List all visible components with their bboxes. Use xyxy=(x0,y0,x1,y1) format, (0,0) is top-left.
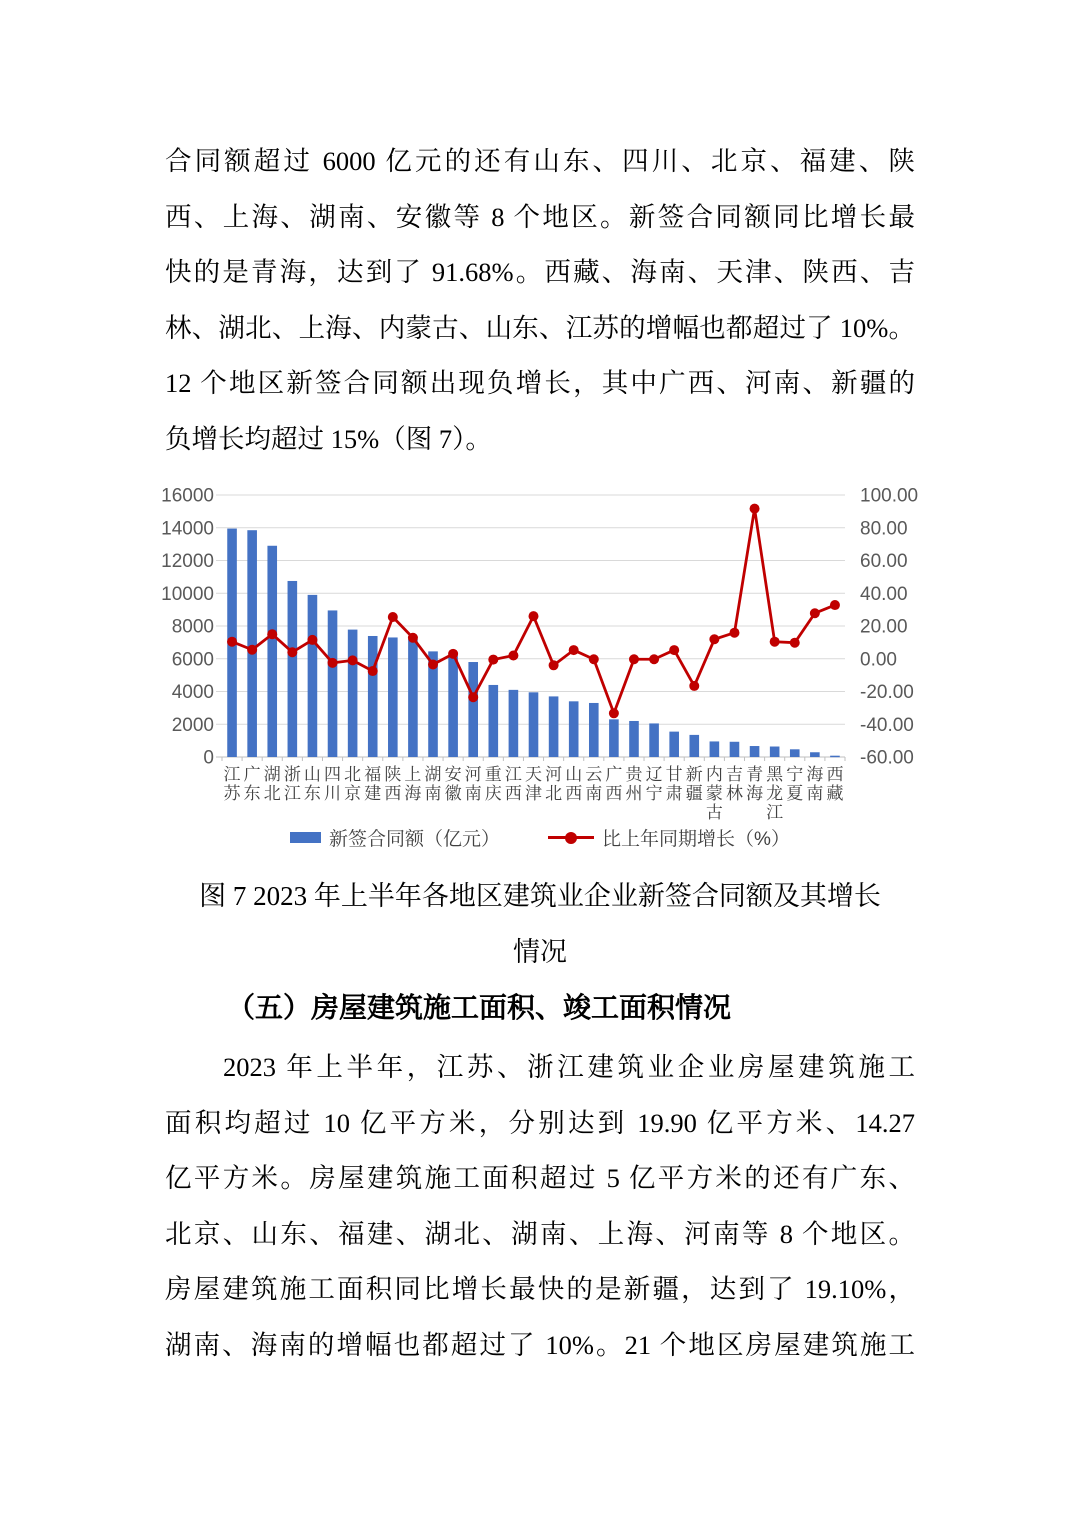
svg-text:-60.00: -60.00 xyxy=(860,747,914,769)
text-line: 亿平方米。房屋建筑施工面积超过 5 亿平方米的还有广东、 xyxy=(165,1163,915,1193)
svg-text:西: 西 xyxy=(384,784,402,803)
svg-text:宁: 宁 xyxy=(786,765,804,784)
svg-text:福: 福 xyxy=(364,765,382,784)
text-line: 湖南、海南的增幅也都超过了 10%。21 个地区房屋建筑施工 xyxy=(165,1329,915,1360)
text-line: 快的是青海，达到了 91.68%。西藏、海南、天津、陕西、吉 xyxy=(165,257,915,287)
svg-text:江: 江 xyxy=(223,765,241,784)
svg-text:湖: 湖 xyxy=(424,765,442,784)
svg-text:北: 北 xyxy=(263,784,281,803)
svg-text:西: 西 xyxy=(605,784,623,803)
svg-text:12000: 12000 xyxy=(161,551,214,572)
figure7-chart xyxy=(160,483,920,861)
svg-text:0: 0 xyxy=(203,747,214,769)
legend-label-bar-series: 新签合同额（亿元） xyxy=(329,829,501,850)
text-line: 房屋建筑施工面积同比增长最快的是新疆，达到了 19.10%， xyxy=(165,1274,915,1304)
legend-item-line-series xyxy=(548,824,790,851)
svg-text:林: 林 xyxy=(725,784,743,803)
svg-text:20.00: 20.00 xyxy=(860,616,908,638)
paragraph-new-contracts xyxy=(165,134,915,467)
text-line: 负增长均超过 15%（图 7）。 xyxy=(165,423,492,454)
text-line: 西、上海、湖南、安徽等 8 个地区。新签合同额同比增长最 xyxy=(165,201,915,232)
svg-text:疆: 疆 xyxy=(685,784,703,803)
svg-text:广: 广 xyxy=(605,765,623,784)
svg-text:徽: 徽 xyxy=(444,784,462,803)
bar-series-swatch-icon xyxy=(290,832,321,843)
svg-text:河: 河 xyxy=(464,765,482,784)
svg-text:100.00: 100.00 xyxy=(860,485,919,507)
chart-legend xyxy=(160,824,920,851)
svg-text:肃: 肃 xyxy=(665,784,683,803)
svg-text:山: 山 xyxy=(303,765,321,784)
text-line: 2023 年上半年，江苏、浙江建筑业企业房屋建筑施工 xyxy=(223,1052,915,1082)
svg-text:海: 海 xyxy=(746,784,764,803)
svg-text:北: 北 xyxy=(545,784,563,803)
svg-text:北: 北 xyxy=(344,765,362,784)
svg-text:蒙: 蒙 xyxy=(705,784,723,803)
svg-text:甘: 甘 xyxy=(665,765,683,784)
svg-text:6000: 6000 xyxy=(171,649,214,671)
svg-text:2000: 2000 xyxy=(171,714,214,736)
svg-text:南: 南 xyxy=(464,784,482,803)
svg-text:京: 京 xyxy=(344,784,362,803)
svg-text:南: 南 xyxy=(806,784,824,803)
svg-text:东: 东 xyxy=(243,784,261,803)
svg-text:西: 西 xyxy=(565,784,583,803)
svg-text:江: 江 xyxy=(283,784,301,803)
svg-text:海: 海 xyxy=(806,765,824,784)
svg-text:江: 江 xyxy=(766,803,784,822)
svg-text:上: 上 xyxy=(404,765,422,784)
figure-caption-line2: 情况 xyxy=(513,937,567,967)
svg-text:津: 津 xyxy=(525,784,542,803)
text-line: 合同额超过 6000 亿元的还有山东、四川、北京、福建、陕 xyxy=(165,146,915,176)
svg-text:浙: 浙 xyxy=(283,765,301,784)
legend-item-bar-series xyxy=(290,824,500,851)
svg-text:16000: 16000 xyxy=(161,485,214,507)
svg-text:黑: 黑 xyxy=(766,765,784,784)
svg-text:吉: 吉 xyxy=(725,765,743,784)
svg-text:海: 海 xyxy=(404,784,422,803)
svg-text:4000: 4000 xyxy=(171,682,214,703)
svg-text:40.00: 40.00 xyxy=(860,583,908,605)
svg-text:西: 西 xyxy=(826,765,844,784)
svg-text:云: 云 xyxy=(585,765,603,784)
text-line: 12 个地区新签合同额出现负增长，其中广西、河南、新疆的 xyxy=(165,368,915,398)
text-line: 北京、山东、福建、湖北、湖南、上海、河南等 8 个地区。 xyxy=(165,1218,915,1249)
svg-text:天: 天 xyxy=(525,765,542,784)
svg-text:-20.00: -20.00 xyxy=(860,682,914,703)
svg-text:辽: 辽 xyxy=(645,765,663,784)
svg-text:宁: 宁 xyxy=(645,784,663,803)
svg-text:80.00: 80.00 xyxy=(860,518,908,540)
svg-text:南: 南 xyxy=(424,784,442,803)
svg-text:8000: 8000 xyxy=(171,616,214,638)
paragraph-floor-area xyxy=(165,1040,915,1373)
figure7-chart-canvas xyxy=(160,483,920,823)
svg-text:湖: 湖 xyxy=(263,765,281,784)
svg-text:庆: 庆 xyxy=(484,784,502,803)
legend-label-line-series: 比上年同期增长（%） xyxy=(602,829,790,850)
svg-text:内: 内 xyxy=(705,765,723,784)
svg-text:山: 山 xyxy=(565,765,583,784)
figure-caption xyxy=(165,868,915,980)
svg-text:龙: 龙 xyxy=(766,784,784,803)
svg-text:夏: 夏 xyxy=(786,784,804,803)
svg-text:江: 江 xyxy=(504,765,522,784)
svg-text:川: 川 xyxy=(324,784,342,803)
svg-text:10000: 10000 xyxy=(161,583,214,605)
text-line: 面积均超过 10 亿平方米，分别达到 19.90 亿平方米、14.27 xyxy=(165,1107,915,1138)
text-line: 林、湖北、上海、内蒙古、山东、江苏的增幅也都超过了 10%。 xyxy=(165,312,915,343)
svg-text:重: 重 xyxy=(484,765,502,784)
svg-text:陕: 陕 xyxy=(384,765,402,784)
svg-text:-40.00: -40.00 xyxy=(860,714,914,736)
svg-text:古: 古 xyxy=(705,803,723,822)
svg-text:河: 河 xyxy=(545,765,563,784)
line-series-swatch-icon xyxy=(548,836,594,839)
svg-text:苏: 苏 xyxy=(223,784,241,803)
section-heading: （五）房屋建筑施工面积、竣工面积情况 xyxy=(227,992,732,1023)
svg-text:州: 州 xyxy=(625,784,643,803)
figure-caption-line1: 图 7 2023 年上半年各地区建筑业企业新签合同额及其增长 xyxy=(199,881,881,911)
svg-text:0.00: 0.00 xyxy=(860,649,897,671)
line-marker-dot-icon xyxy=(565,832,577,844)
svg-text:贵: 贵 xyxy=(625,765,643,784)
svg-text:建: 建 xyxy=(364,784,382,803)
svg-text:60.00: 60.00 xyxy=(860,551,908,572)
svg-text:新: 新 xyxy=(685,765,703,784)
svg-text:广: 广 xyxy=(243,765,261,784)
svg-text:藏: 藏 xyxy=(826,784,844,803)
svg-text:东: 东 xyxy=(303,784,321,803)
svg-text:四: 四 xyxy=(324,765,342,784)
svg-text:南: 南 xyxy=(585,784,603,803)
svg-text:西: 西 xyxy=(504,784,522,803)
svg-text:青: 青 xyxy=(746,765,764,784)
svg-text:14000: 14000 xyxy=(161,518,214,540)
svg-text:安: 安 xyxy=(444,765,462,784)
